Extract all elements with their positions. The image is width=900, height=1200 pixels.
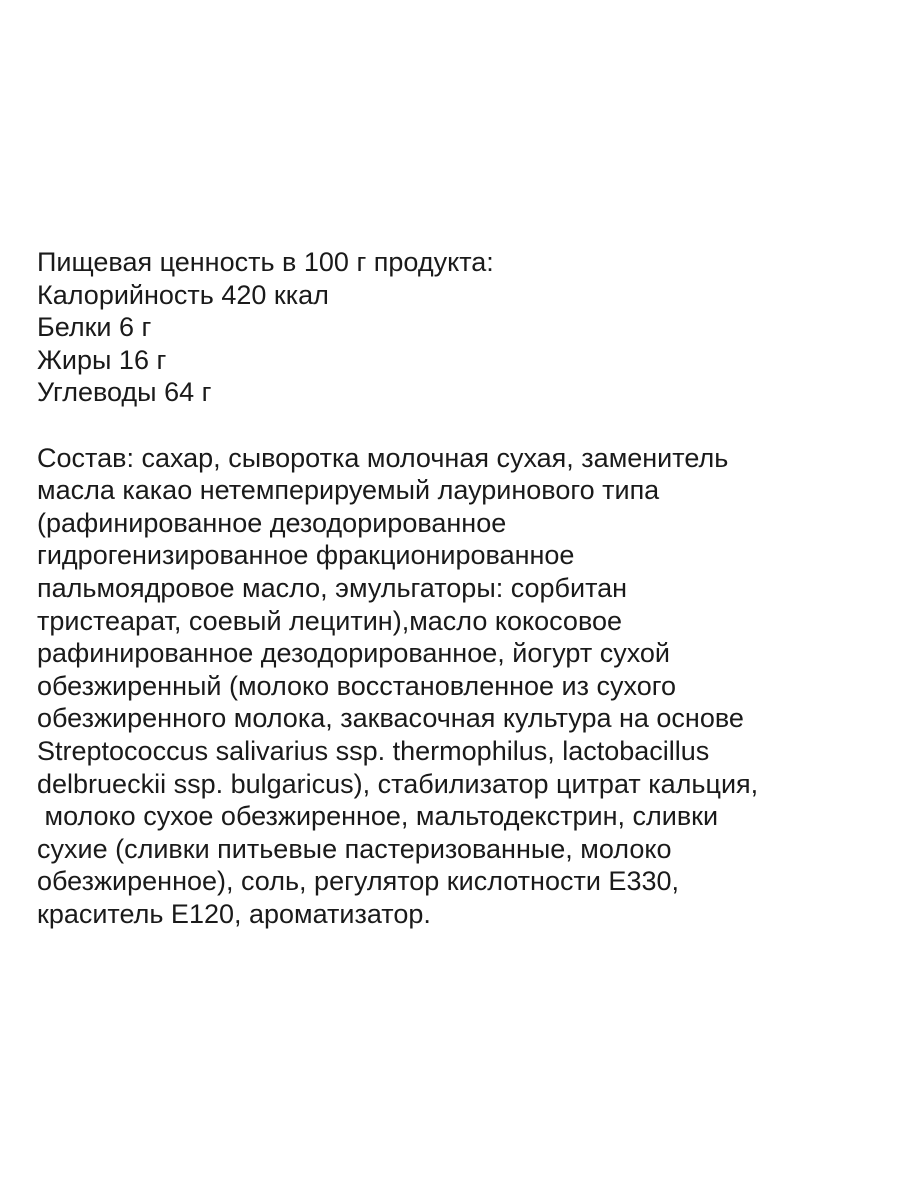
composition-line: гидрогенизированное фракционированное bbox=[37, 540, 575, 571]
nutrition-carbs: Углеводы 64 г bbox=[37, 377, 212, 408]
nutrition-heading: Пищевая ценность в 100 г продукта: bbox=[37, 247, 494, 277]
composition-line: рафинированное дезодорированное, йогурт сухой bbox=[37, 638, 670, 669]
composition-line: обезжиренное), соль, регулятор кислотности Е330, bbox=[37, 866, 679, 897]
composition-line: молоко сухое обезжиренное, мальтодекстрин, сливки bbox=[37, 801, 719, 832]
paragraph-gap bbox=[37, 409, 877, 442]
composition-block bbox=[37, 442, 877, 931]
composition-line: (рафинированное дезодорированное bbox=[37, 507, 507, 538]
composition-line: сухие (сливки питьевые пастеризованные, молоко bbox=[37, 833, 672, 864]
composition-line: тристеарат, соевый лецитин),масло кокосовое bbox=[37, 605, 623, 636]
composition-line: краситель Е120, ароматизатор. bbox=[37, 898, 431, 929]
nutrition-fat: Жиры 16 г bbox=[37, 344, 167, 375]
composition-line: обезжиренный (молоко восстановленное из сухого bbox=[37, 670, 677, 701]
nutrition-block bbox=[37, 246, 877, 409]
composition-line: пальмоядровое масло, эмульгаторы: сорбитан bbox=[37, 572, 628, 603]
composition-line: масла какао нетемперируемый лауринового типа bbox=[37, 475, 660, 506]
composition-line: Состав: сахар, сыворотка молочная сухая, заменитель bbox=[37, 442, 729, 473]
composition-line: delbrueckii ssp. bulgaricus), стабилизатор цитрат кальция, bbox=[37, 768, 759, 799]
composition-line: Streptococcus salivarius ssp. thermophilus, lactobacillus bbox=[37, 735, 710, 766]
nutrition-protein: Белки 6 г bbox=[37, 312, 152, 343]
nutrition-calories: Калорийность 420 ккал bbox=[37, 279, 329, 310]
composition-line: обезжиренного молока, заквасочная культура на основе bbox=[37, 703, 744, 734]
product-label-text bbox=[37, 246, 877, 930]
